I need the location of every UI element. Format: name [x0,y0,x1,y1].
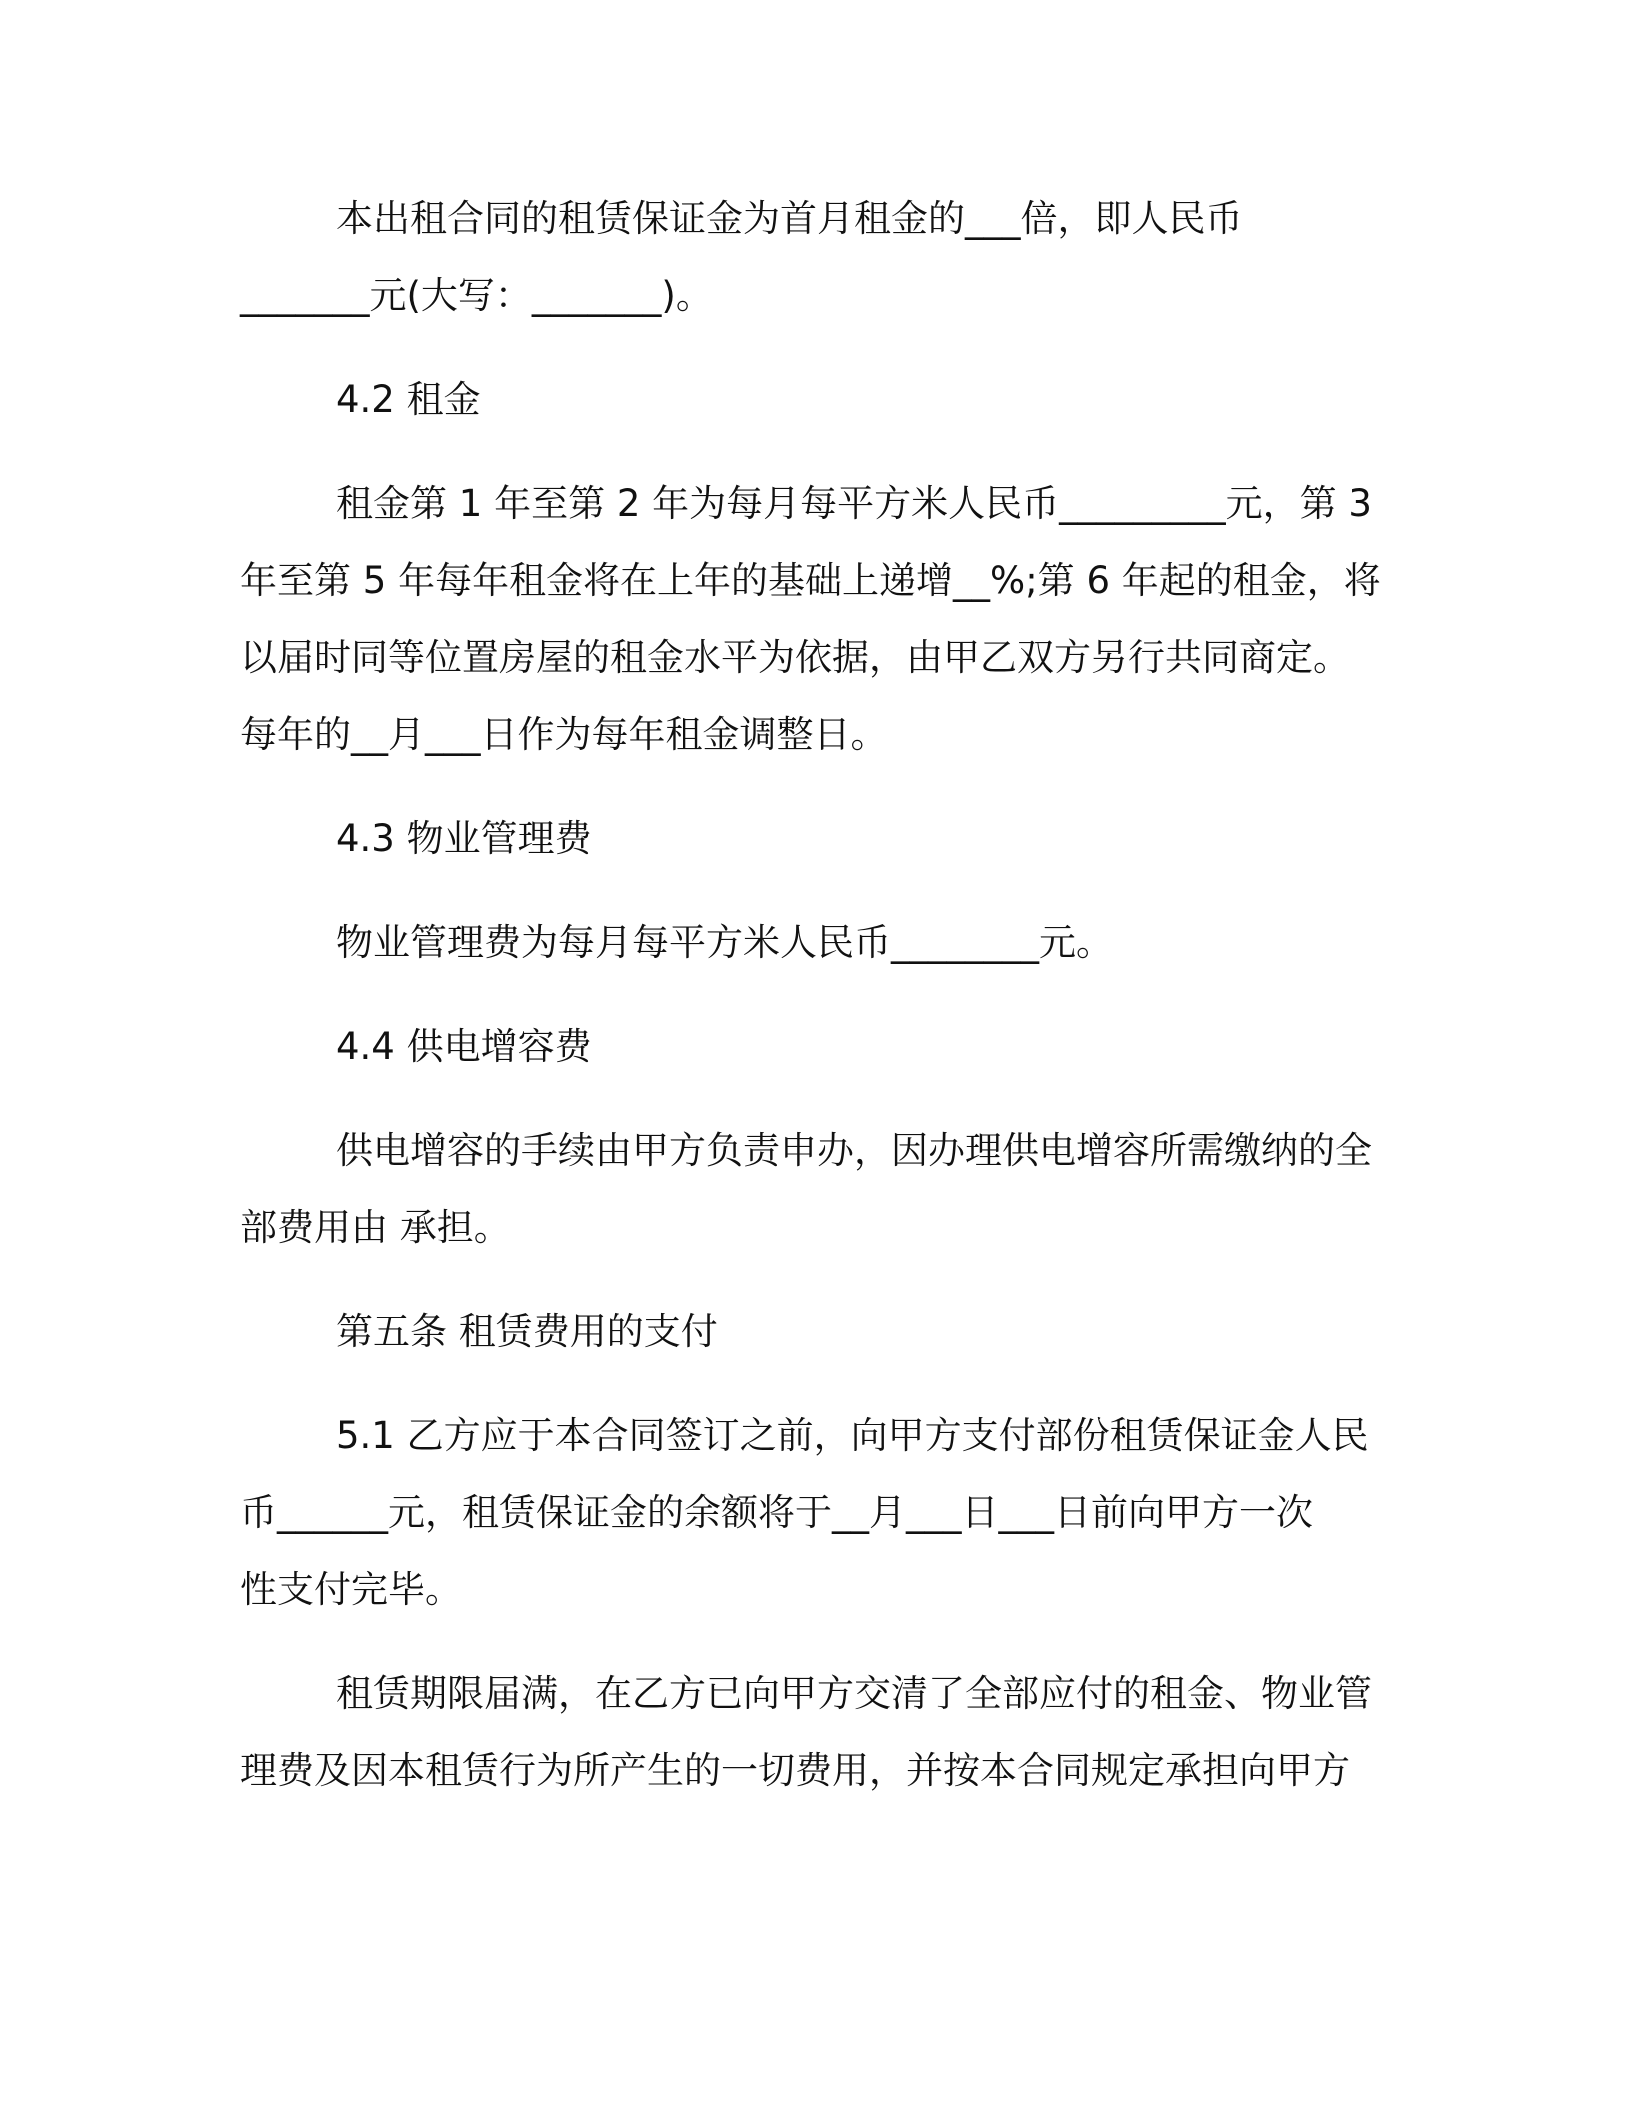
paragraph-line: 理费及因本租赁行为所产生的一切费用，并按本合同规定承担向甲方 [240,1749,1350,1792]
paragraph-line: 年至第 5 年每年租金将在上年的基础上递增__%;第 6 年起的租金，将 [240,559,1381,602]
paragraph-power-fee [240,1112,1390,1266]
paragraph-line: _______元(大写：_______)。 [240,274,713,317]
paragraph-rent [240,465,1390,773]
paragraph-5-1 [240,1397,1390,1628]
paragraph-line: 租金第 1 年至第 2 年为每月每平方米人民币_________元，第 3 [336,482,1372,525]
paragraph-line: 5.1 乙方应于本合同签订之前，向甲方支付部份租赁保证金人民 [336,1414,1369,1457]
paragraph-line: 租赁期限届满，在乙方已向甲方交清了全部应付的租金、物业管 [336,1672,1372,1715]
paragraph-line: 币______元，租赁保证金的余额将于__月___日___日前向甲方一次 [240,1491,1313,1534]
paragraph-line: 部费用由 承担。 [240,1206,511,1249]
section-heading-4-3: 4.3 物业管理费 [336,817,592,860]
section-heading-4-2: 4.2 租金 [336,378,481,421]
paragraph-lease-expiry [240,1655,1390,1809]
paragraph-line: 每年的__月___日作为每年租金调整日。 [240,713,888,756]
document-body [240,180,1390,1836]
paragraph-line: 本出租合同的租赁保证金为首月租金的___倍，即人民币 [336,197,1243,240]
paragraph-property-fee [240,904,1390,981]
article-heading-5: 第五条 租赁费用的支付 [336,1310,718,1353]
paragraph-line: 物业管理费为每月每平方米人民币________元。 [336,921,1113,964]
paragraph-line: 供电增容的手续由甲方负责申办，因办理供电增容所需缴纳的全 [336,1129,1372,1172]
section-heading-4-4: 4.4 供电增容费 [336,1025,592,1068]
paragraph-deposit [240,180,1390,334]
paragraph-line: 性支付完毕。 [240,1568,462,1611]
paragraph-line: 以届时同等位置房屋的租金水平为依据，由甲乙双方另行共同商定。 [240,636,1350,679]
